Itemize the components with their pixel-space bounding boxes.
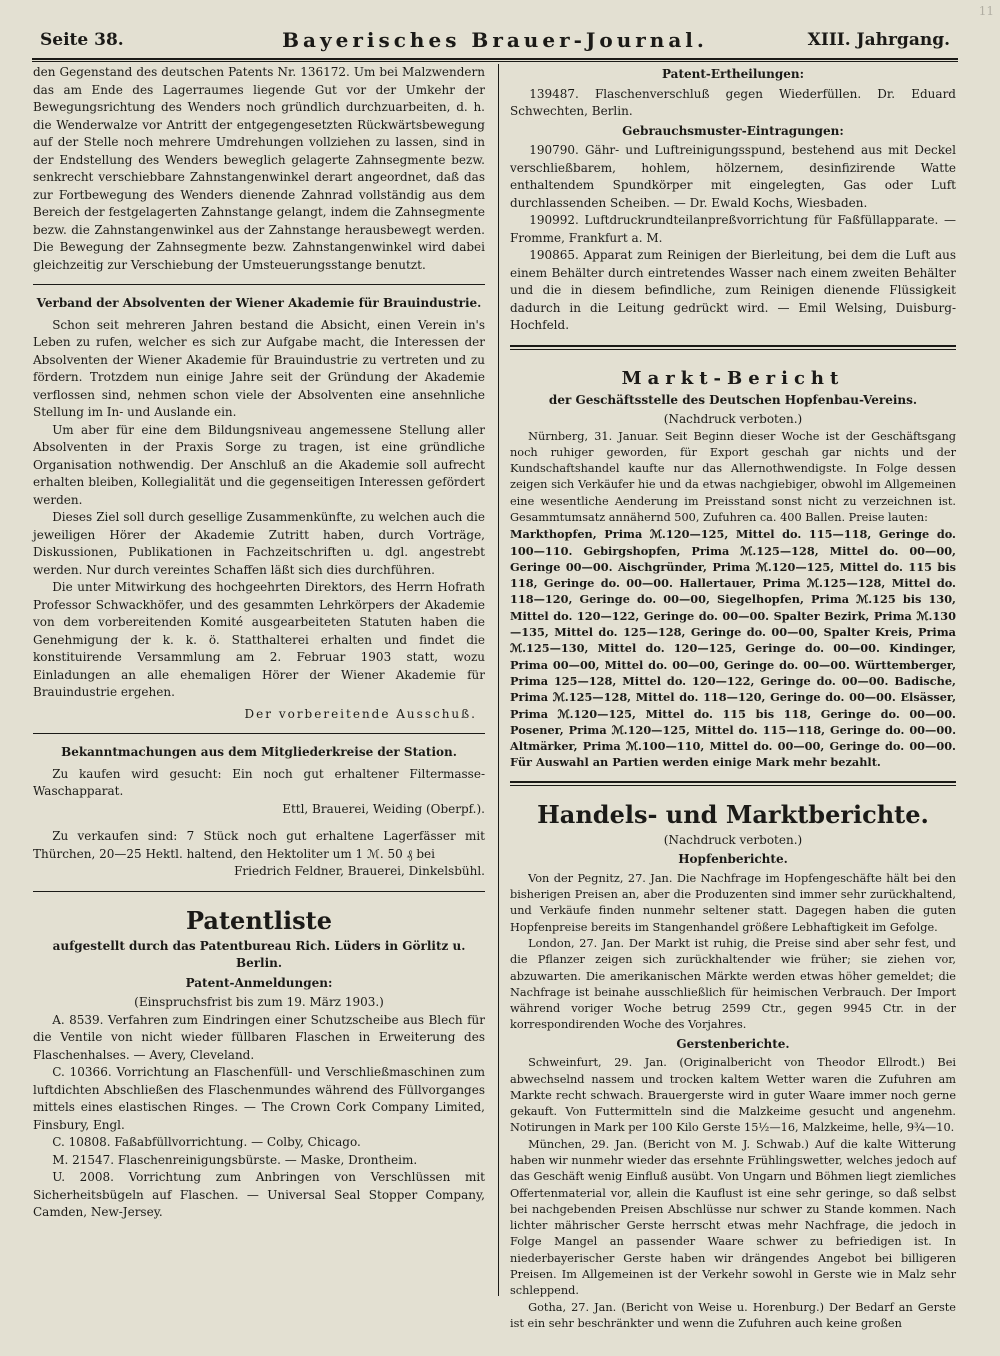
einspruchsfrist-note: (Einspruchsfrist bis zum 19. März 1903.) [134,995,384,1009]
patent-description-paragraph: den Gegenstand des deutschen Patents Nr. 136172. Um bei Malzwendern das am Ende des Lagerraumes liegende Gut vor der Umkehr der Bewegungsrichtung des Wenders noch gründlich durchzuarbeiten, d. h. die Wenderwalze vor Antritt der entgegengesetzten Rückwärtsbewegung auf der Stelle noch mehrere Umdrehungen vollziehen zu lassen, sind in der Endstellung des Wenders beweglich gelagerte Zahnsegmente bezw. senkrecht verschiebbare Zahnstangenwinkel derart angeordnet, daß das zur Fortbewegung des Wenders dienende Zahnrad vollständig aus dem Bereich der festgelagerten Zahnstange gelangt, indem die Zahnsegmente bezw. die Zahnstangenwinkel aus der Zahnstange herausbewegt werden. Die Bewegung der Zahnsegmente bezw. Zahnstangenwinkel wird dabei gleichzeitig zur Verschiebung der Umsteuerungsstange benutzt. [33,65,485,272]
section-rule [33,891,485,892]
patent-grant-entry: 139487. Flaschenverschluß gegen Wiederfüllen. Dr. Eduard Schwechten, Berlin. [510,86,956,118]
london-report: London, 27. Jan. Der Markt ist ruhig, die Preise sind aber sehr fest, und die Pflanzer zeigen sich zurückhaltender wie früher; sie ziehen vor, abzuwarten. Die amerikanischen Märkte werden etwas höher gemeldet; die Nachfrage ist beinahe ausschließlich für heimischen Verbrauch. Der Import während voriger Woche betrug 2599 Ctr., gegen 9945 Ctr. in der korrespondirenden Woche des Vorjahres. [510,936,956,1032]
hopfenberichte-heading: Hopfenberichte. [678,852,788,867]
nachdruck-note: (Nachdruck verboten.) [663,832,803,847]
ad-for-sale-signature: Friedrich Feldner, Brauerei, Dinkelsbühl. [234,864,485,878]
patent-entry: U. 2008. Vorrichtung zum Anbringen von Verschlüssen mit Sicherheitsbügeln auf Flaschen. — Universal Seal Stopper Company, Camden, New-Jersey. [33,1170,485,1219]
patent-entry: C. 10366. Vorrichtung an Flaschenfüll- und Verschließmaschinen zum luftdichten Abschließen des Flaschenmundes während des Füllvorganges mittels eines elastischen Ringes. — The Crown Cork Company Limited, Finsbury, Engl. [33,1065,485,1132]
page-number: Seite 38. [40,30,124,50]
gebrauchsmuster-entry: 190790. Gähr- und Luftreinigungsspund, bestehend aus mit Deckel verschließbarem, hohlem, hölzernem, desinfizirende Watte enthaltendem Spundkörper mit eingelegten, Gas oder Luft durchlassenden Scheiben. — Dr. Ewald Kochs, Wiesbaden. [510,143,956,210]
patentliste-subheading: aufgestellt durch das Patentbureau Rich. Lüders in Görlitz u. Berlin. [52,938,466,970]
header-rule [32,58,958,60]
section-rule [33,733,485,734]
section-rule [510,781,956,786]
header-rule-thin [32,61,958,62]
patent-anmeldungen-label: Patent-Anmeldungen: [185,975,333,990]
hop-price-list: Markthopfen, Prima ℳ.120—125, Mittel do. 115—118, Geringe do. 100—110. Gebirgshopfen, Prima ℳ.125—128, Mittel do. 00—00, Geringe 00—00. Aischgründer, Prima ℳ.120—125, Mittel do. 115 bis 118, Geringe do. 00—00. Hallertauer, Prima ℳ.125—128, Mittel do. 118—120, Geringe do. 00—00, Siegelhopfen, Prima ℳ.125 bis 130, Mittel do. 120—122, Geringe do. 00—00. Spalter Bezirk, Prima ℳ.130—135, Mittel do. 125—128, Geringe do. 00—00, Spalter Kreis, Prima ℳ.125—130, Mittel do. 120—125, Geringe do. 00—00. Kindinger, Prima 00—00, Mittel do. 00—00, Geringe do. 00—00. Württemberger, Prima 125—128, Mittel do. 120—122, Geringe do. 00—00. Badische, Prima ℳ.125—128, Mittel do. 118—120, Geringe do. 00—00. Elsässer, Prima ℳ.120—125, Mittel do. 115 bis 118, Geringe do. 00—00. Posener, Prima ℳ.120—125, Mittel do. 115—118, Geringe do. 00—00. Altmärker, Prima ℳ.100—110, Mittel do. 00—00, Geringe do. 00—00. Für Auswahl an Partien werden einige Mark mehr bezahlt. [510,527,956,770]
left-column [33,64,485,1289]
gebrauchsmuster-label: Gebrauchsmuster-Eintragungen: [622,123,844,138]
verband-heading: Verband der Absolventen der Wiener Akademie für Brauindustrie. [36,296,482,310]
ad-wanted: Zu kaufen wird gesucht: Ein noch gut erhaltener Filtermasse-Waschapparat. [33,766,485,798]
muenchen-report: München, 29. Jan. (Bericht von M. J. Schwab.) Auf die kalte Witterung haben wir nunmehr wieder das ersehnte Frühlingswetter, welches jedoch auf das Geschäft wenig Einfluß ausübt. Von Ungarn und Böhmen liegt ziemliches Offertenmaterial vor, allein die Kauflust ist eine sehr geringe, so daß selbst bei nachgebenden Preisen Abschlüsse nur schwer zu Stande kommen. Nach lichter mährischer Gerste herrscht etwas mehr Nachfrage, die jedoch in Folge Mangel an passender Waare schwer zu befriedigen ist. In niederbayerischer Gerste haben wir drängendes Angebot bei billigeren Preisen. Im Allgemeinen ist der Verkehr sowohl in Gerste wie in Malz sehr schleppend. [510,1137,956,1298]
gotha-report: Gotha, 27. Jan. (Bericht von Weise u. Horenburg.) Der Bedarf an Gerste ist ein sehr beschränkter und wenn die Zufuhren auch keine großen [510,1300,956,1330]
pegnitz-report: Von der Pegnitz, 27. Jan. Die Nachfrage im Hopfengeschäfte hält bei den bisherigen Preisen an, aber die Produzenten sind immer sehr zurückhaltend, und Verkäufe finden nunmehr seltener statt. Dagegen haben die guten Hopfenpreise bereits im Stangenhandel größere Lebhaftigkeit im Gefolge. [510,871,956,934]
patent-entry: A. 8539. Verfahren zum Eindringen einer Schutzscheibe aus Blech für die Ventile von nicht wieder füllbaren Flaschen in Erweiterung des Flaschenhalses. — Avery, Cleveland. [33,1012,485,1062]
patent-ertheilungen-label: Patent-Ertheilungen: [661,67,805,81]
gerstenberichte-heading: Gerstenberichte. [676,1036,790,1051]
marktbericht-heading: Markt-Bericht [621,367,845,389]
verband-paragraph-1: Schon seit mehreren Jahren bestand die Absicht, einen Verein in's Leben zu rufen, welcher es sich zur Aufgabe macht, die Interessen der Absolventen der Wiener Akademie für Brauindustrie zu vertreten und zu fördern. Trotzdem nun einige Jahre seit der Gründung der Akademie verflossen sind, nehmen schon viele der Absolventen eine ansehnliche Stellung im In- und Auslande ein. [33,317,485,419]
section-rule [510,345,956,350]
verband-paragraph-2: Um aber für eine dem Bildungsniveau angemessene Stellung aller Absolventen in der Praxis Sorge zu tragen, ist eine gründliche Organisation nothwendig. Der Anschluß an die Akademie soll aufrecht erhalten bleiben, Kollegialität und die gegenseitigen Interessen gefördert werden. [33,422,485,507]
patent-entry: C. 10808. Faßabfüllvorrichtung. — Colby, Chicago. [52,1135,361,1149]
volume-year: XIII. Jahrgang. [807,30,950,50]
patent-entry: M. 21547. Flaschenreinigungsbürste. — Maske, Drontheim. [52,1152,418,1167]
marginal-mark: 11 [978,4,994,18]
verband-signature: Der vorbereitende Ausschuß. [244,706,477,721]
gebrauchsmuster-entry: 190865. Apparat zum Reinigen der Bierleitung, bei dem die Luft aus einem Behälter durch eintretendes Wasser nach einem zweiten Behälter und die in diesem befindliche, zum Reinigen dienende Flüssigkeit dadurch in die Leitung gedrückt wird. — Emil Welsing, Duisburg-Hochfeld. [510,248,956,332]
ad-for-sale: Zu verkaufen sind: 7 Stück noch gut erhaltene Lagerfässer mit Thürchen, 20—25 Hektl. haltend, den Hektoliter um 1 ℳ. 50 ₰ bei [33,829,485,861]
schweinfurt-report: Schweinfurt, 29. Jan. (Originalbericht von Theodor Ellrodt.) Bei abwechselnd nassem und trocken kaltem Wetter waren die Zufuhren am Markte recht schwach. Brauergerste wird in guter Waare immer noch gerne gekauft. Von Futtermitteln sind die Malzkeime gesucht und angenehm. Notirungen in Mark per 100 Kilo Gerste 15½—16, Malzkeime, helle, 9¾—10. [510,1056,956,1135]
nachdruck-note: (Nachdruck verboten.) [663,412,803,426]
journal-title: Bayerisches Brauer-Journal. [282,28,708,52]
verband-paragraph-3: Dieses Ziel soll durch gesellige Zusammenkünfte, zu welchen auch die jeweiligen Hörer der Akademie Zutritt haben, durch Vorträge, Diskussionen, Publikationen in Fachzeitschriften u. dgl. angestrebt werden. Nur durch vereintes Schaffen läßt sich dies durchführen. [33,510,485,577]
section-rule [33,284,485,285]
patentliste-heading: Patentliste [186,905,332,935]
handelsberichte-heading: Handels- und Marktberichte. [537,799,929,829]
ad-wanted-signature: Ettl, Brauerei, Weiding (Oberpf.). [282,801,485,816]
bekanntmachungen-heading: Bekanntmachungen aus dem Mitgliederkreise der Station. [61,745,457,759]
marktbericht-subheading: der Geschäftsstelle des Deutschen Hopfenbau-Vereins. [548,392,918,407]
right-column [510,64,956,1330]
nuernberg-report: Nürnberg, 31. Januar. Seit Beginn dieser Woche ist der Geschäftsgang noch ruhiger geworden, für Export geschah gar nichts und der Kundschaftshandel kaufte nur das Allernothwendigste. In Folge dessen zeigen sich Verkäufer hie und da etwas nachgiebiger, obwohl im Allgemeinen eine wesentliche Aenderung im Preisstand sonst nicht zu verzeichnen ist. Gesammtumsatz annähernd 500, Zufuhren ca. 400 Ballen. Preise lauten: [510,429,956,524]
page-header [40,26,950,54]
column-divider [498,64,499,1296]
gebrauchsmuster-entry: 190992. Luftdruckrundteilanpreßvorrichtung für Faßfüllapparate. — Fromme, Frankfurt a. M. [510,213,956,245]
verband-paragraph-4: Die unter Mitwirkung des hochgeehrten Direktors, des Herrn Hofrath Professor Schwackhöfer, und des gesammten Lehrkörpers der Akademie von dem vorbereitenden Komité ausgearbeiteten Statuten haben die Genehmigung der k. k. ö. Statthalterei erhalten und findet die konstituirende Versammlung am 2. Februar 1903 statt, wozu Einladungen an alle ehemaligen Hörer der Wiener Akademie für Brauindustrie ergehen. [33,580,485,699]
